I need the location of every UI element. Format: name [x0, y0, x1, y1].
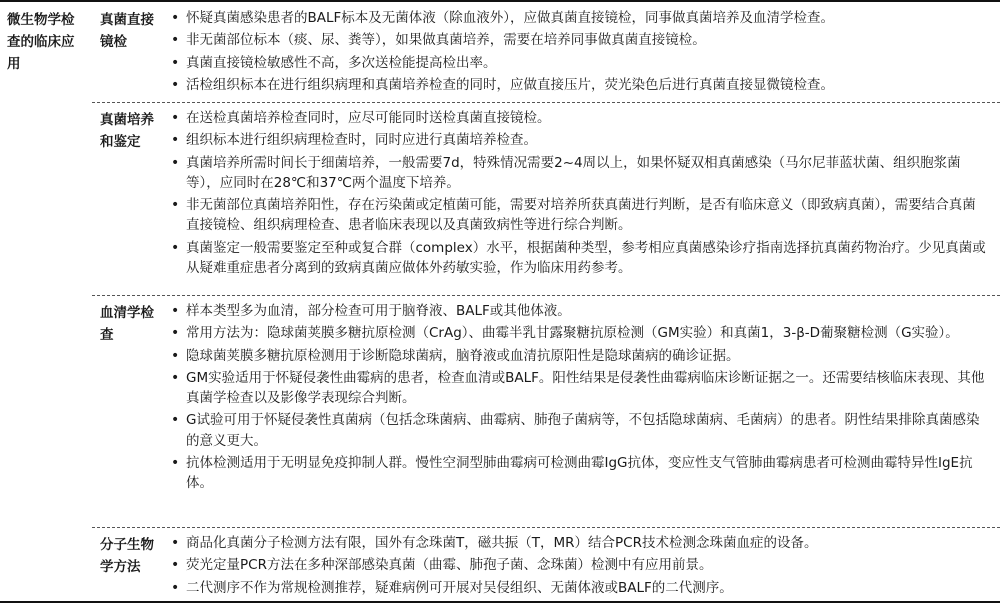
bullet-item: • 二代测序不作为常规检测推荐，疑难病例可开展对吴侵组织、无菌体液或BALF的二代测序。 — [170, 578, 986, 598]
bullet-item: • GM实验适用于怀疑侵袭性曲霉病的患者，检查血清或BALF。阳性结果是侵袭性曲霉病临床诊断证据之一。还需要结核临床表现、其他真菌学检查以及影像学表现综合判断。 — [170, 368, 986, 409]
bullet-item: • 非无菌部位标本（痰、尿、粪等），如果做真菌培养，需要在培养同事做真菌直接镜检。 — [170, 30, 986, 50]
category-label: 微生物学检查的临床应用 — [7, 12, 75, 72]
bullet-item: • G试验可用于怀疑侵袭性真菌病（包括念珠菌病、曲霉病、肺孢子菌病等，不包括隐球菌病、毛菌病）的患者。阴性结果排除真菌感染的意义更大。 — [170, 410, 986, 451]
section-culture-identification — [92, 102, 1000, 295]
bullet-item: • 真菌鉴定一般需要鉴定至种或复合群（complex）水平，根据菌种类型，参考相应真菌感染诊疗指南选择抗真菌药物治疗。少见真菌或从疑难重症患者分离到的致病真菌应做体外药敏实验，作为临床用药参考。 — [170, 238, 986, 279]
bullet-item: • 真菌培养所需时间长于细菌培养，一般需要7d，特殊情况需要2~4周以上，如果怀疑双相真菌感染（马尔尼菲蓝状菌、组织胞浆菌等），应同时在28℃和37℃两个温度下培养。 — [170, 153, 986, 194]
section-serology — [92, 295, 1000, 527]
bullet-item: • 荧光定量PCR方法在多种深部感染真菌（曲霉、肺孢子菌、念珠菌）检测中有应用前景。 — [170, 555, 986, 575]
section-divider — [92, 102, 1000, 103]
bullet-item: • 活检组织标本在进行组织病理和真菌培养检查的同时，应做直接压片，荧光染色后进行真菌直接显微镜检查。 — [170, 75, 986, 95]
bullet-item: • 组织标本进行组织病理检查时，同时应进行真菌培养检查。 — [170, 130, 986, 150]
bullet-list — [170, 8, 986, 97]
bullet-list — [170, 301, 986, 496]
bullet-item: • 怀疑真菌感染患者的BALF标本及无菌体液（除血液外），应做真菌直接镜检，同事做真菌培养及血清学检查。 — [170, 8, 986, 28]
section-molecular-methods — [92, 527, 1000, 601]
bullet-list — [170, 533, 986, 600]
bullet-item: • 样本类型多为血清，部分检查可用于脑脊液、BALF或其他体液。 — [170, 301, 986, 321]
section-divider — [92, 527, 1000, 528]
bullet-list — [170, 108, 986, 280]
section-label: 真菌培养和鉴定 — [100, 112, 154, 150]
section-label: 分子生物学方法 — [100, 537, 154, 575]
table-bottom-rule — [0, 601, 1000, 603]
bullet-item: • 隐球菌荚膜多糖抗原检测用于诊断隐球菌病，脑脊液或血清抗原阳性是隐球菌病的确诊证据。 — [170, 346, 986, 366]
section-label: 血清学检查 — [100, 305, 154, 343]
section-direct-microscopy — [92, 2, 1000, 102]
bullet-item: • 商品化真菌分子检测方法有限，国外有念珠菌T，磁共振（T，MR）结合PCR技术检测念珠菌血症的设备。 — [170, 533, 986, 553]
section-divider — [92, 295, 1000, 296]
bullet-item: • 常用方法为：隐球菌荚膜多糖抗原检测（CrAg）、曲霉半乳甘露聚糖抗原检测（GM实验）和真菌1，3-β-D葡聚糖检测（G实验）。 — [170, 323, 986, 343]
bullet-item: • 非无菌部位真菌培养阳性，存在污染菌或定植菌可能，需要对培养所获真菌进行判断，是否有临床意义（即致病真菌），需要结合真菌直接镜检、组织病理检查、患者临床表现以及真菌致病性等进行综合判断。 — [170, 195, 986, 236]
bullet-item: • 抗体检测适用于无明显免疫抑制人群。慢性空洞型肺曲霉病可检测曲霉IgG抗体，变应性支气管肺曲霉病患者可检测曲霉特异性IgE抗体。 — [170, 453, 986, 494]
section-label: 真菌直接镜检 — [100, 12, 154, 50]
bullet-item: • 真菌直接镜检敏感性不高，多次送检能提高检出率。 — [170, 53, 986, 73]
bullet-item: • 在送检真菌培养检查同时，应尽可能同时送检真菌直接镜检。 — [170, 108, 986, 128]
